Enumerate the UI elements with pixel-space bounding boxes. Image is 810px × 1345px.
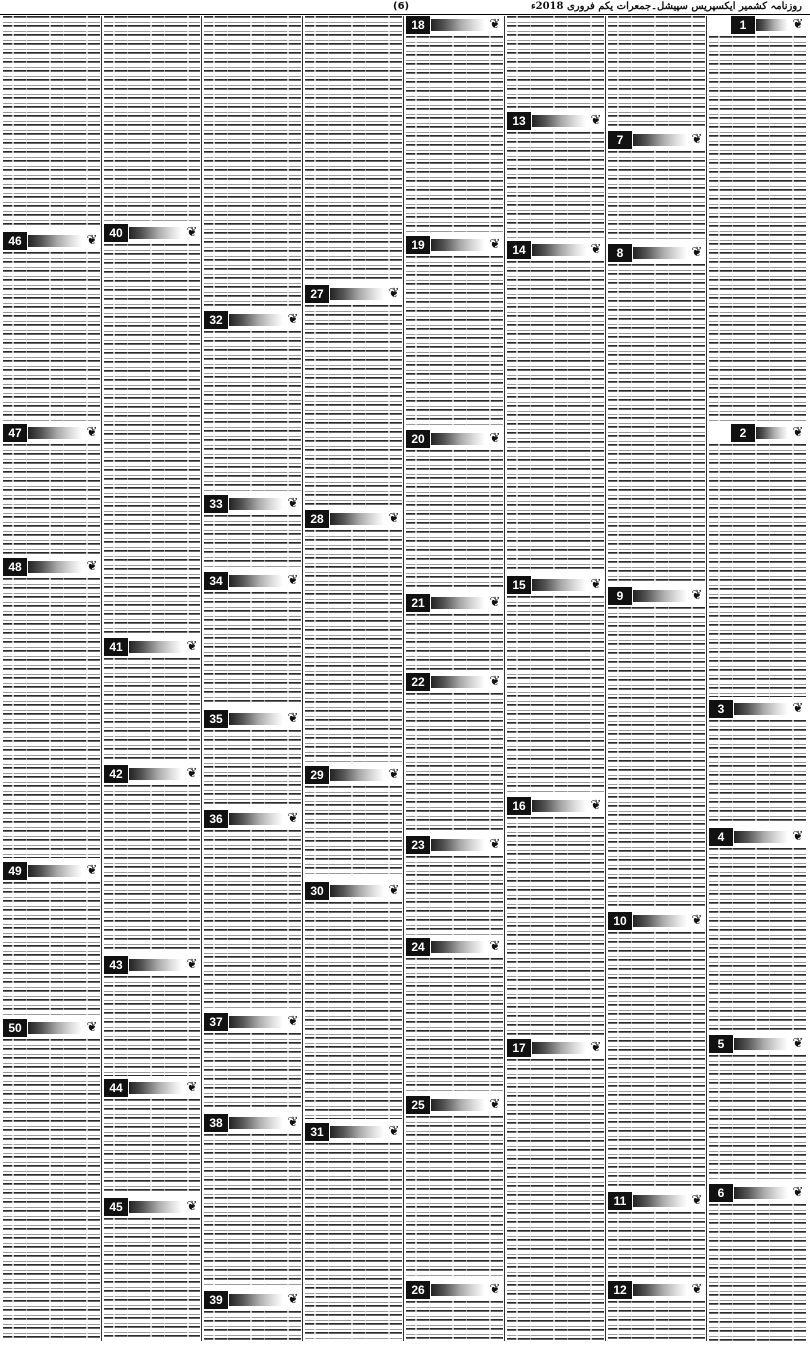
article-text (406, 693, 503, 832)
article-text (305, 902, 402, 1119)
section-number: 11 (608, 1192, 632, 1210)
article-text (608, 1212, 705, 1278)
quill-leaf-icon: ❦ (287, 1292, 299, 1307)
section-number: 17 (507, 1039, 531, 1057)
page-number: (6) (393, 1, 410, 12)
section-number: 29 (305, 766, 329, 784)
section-number: 45 (104, 1198, 128, 1216)
heading-rule (28, 865, 82, 877)
section-number: 18 (406, 16, 430, 34)
section-heading-13 (507, 112, 604, 130)
section-number: 44 (104, 1079, 128, 1097)
article-text (406, 856, 503, 936)
quill-leaf-icon: ❦ (388, 883, 400, 898)
quill-leaf-icon: ❦ (691, 913, 703, 928)
quill-leaf-icon: ❦ (792, 17, 804, 32)
article-text (104, 1099, 200, 1194)
heading-rule (28, 235, 82, 247)
article-text (406, 36, 503, 232)
article-text (3, 578, 100, 858)
section-heading-14 (507, 241, 604, 259)
quill-leaf-icon: ❦ (86, 425, 98, 440)
column-rule (706, 16, 707, 1341)
section-number: 10 (608, 912, 632, 930)
section-number: 37 (204, 1013, 228, 1031)
quill-leaf-icon: ❦ (489, 939, 501, 954)
column-3 (507, 16, 604, 1341)
quill-leaf-icon: ❦ (691, 588, 703, 603)
article-text (204, 1134, 301, 1287)
article-text (406, 256, 503, 426)
article-text (204, 331, 301, 492)
section-number: 36 (204, 810, 228, 828)
section-heading-16 (507, 797, 604, 815)
quill-leaf-icon: ❦ (287, 1014, 299, 1029)
section-number: 2 (731, 424, 755, 442)
quill-leaf-icon: ❦ (489, 1097, 501, 1112)
page-header (0, 0, 810, 15)
article-text (709, 720, 806, 823)
heading-rule (532, 800, 586, 812)
section-heading-19 (406, 236, 503, 254)
section-number: 43 (104, 956, 128, 974)
section-heading-7 (608, 131, 705, 149)
heading-rule (734, 831, 788, 843)
section-number: 41 (104, 638, 128, 656)
article-text (3, 1039, 100, 1341)
section-heading-29 (305, 766, 402, 784)
section-number: 46 (3, 232, 27, 250)
article-text (507, 132, 604, 238)
column-rule (605, 16, 606, 1341)
heading-rule (633, 1195, 687, 1207)
section-number: 34 (204, 572, 228, 590)
section-heading-31 (305, 1123, 402, 1141)
article-text (104, 976, 200, 1076)
heading-rule (431, 1284, 485, 1296)
section-heading-20 (406, 430, 503, 448)
section-heading-11 (608, 1192, 705, 1210)
section-heading-43 (104, 956, 200, 974)
article-text (305, 530, 402, 763)
quill-leaf-icon: ❦ (691, 245, 703, 260)
section-number: 49 (3, 862, 27, 880)
article-text (204, 515, 301, 568)
section-number: 3 (709, 700, 733, 718)
section-heading-3 (709, 700, 806, 718)
quill-leaf-icon: ❦ (86, 1020, 98, 1035)
article-text (406, 450, 503, 590)
section-number: 28 (305, 510, 329, 528)
section-heading-35 (204, 710, 301, 728)
section-heading-17 (507, 1039, 604, 1057)
heading-rule (633, 134, 687, 146)
article-text (709, 444, 806, 697)
heading-rule (734, 1187, 788, 1199)
heading-rule (129, 768, 182, 780)
section-heading-34 (204, 572, 301, 590)
column-8 (3, 16, 100, 1341)
article-text (204, 16, 301, 308)
heading-rule (229, 575, 283, 587)
column-1 (709, 16, 806, 1341)
section-number: 42 (104, 765, 128, 783)
section-heading-25 (406, 1096, 503, 1114)
heading-rule (633, 590, 687, 602)
heading-rule (129, 227, 182, 239)
quill-leaf-icon: ❦ (86, 863, 98, 878)
column-rule (302, 16, 303, 1341)
section-heading-10 (608, 912, 705, 930)
section-number: 12 (608, 1281, 632, 1299)
section-number: 47 (3, 424, 27, 442)
section-heading-18 (406, 16, 503, 34)
section-heading-6 (709, 1184, 806, 1202)
quill-leaf-icon: ❦ (590, 113, 602, 128)
heading-rule (431, 433, 485, 445)
article-text (104, 16, 200, 221)
quill-leaf-icon: ❦ (489, 17, 501, 32)
heading-rule (431, 597, 485, 609)
section-number: 32 (204, 311, 228, 329)
article-text (406, 1116, 503, 1278)
section-heading-49 (3, 862, 100, 880)
quill-leaf-icon: ❦ (388, 767, 400, 782)
heading-rule (129, 1082, 182, 1094)
quill-leaf-icon: ❦ (691, 132, 703, 147)
quill-leaf-icon: ❦ (186, 1199, 198, 1214)
quill-leaf-icon: ❦ (590, 242, 602, 257)
quill-leaf-icon: ❦ (792, 1036, 804, 1051)
quill-leaf-icon: ❦ (489, 237, 501, 252)
article-text (104, 785, 200, 952)
section-number: 4 (709, 828, 733, 846)
article-text (608, 16, 705, 128)
article-text (305, 1143, 402, 1341)
masthead: روزنامہ کشمیر ایکسپریس سپیشل۔جمعرات یکم فروری 2018ء (530, 1, 802, 12)
heading-rule (229, 1294, 283, 1306)
heading-rule (229, 813, 283, 825)
article-text (709, 1055, 806, 1181)
heading-rule (330, 513, 384, 525)
heading-rule (330, 769, 384, 781)
section-number: 35 (204, 710, 228, 728)
column-rule (101, 16, 102, 1341)
column-rule (504, 16, 505, 1341)
section-number: 6 (709, 1184, 733, 1202)
article-text (507, 261, 604, 572)
article-text (709, 848, 806, 1032)
quill-leaf-icon: ❦ (489, 431, 501, 446)
heading-rule (330, 288, 384, 300)
article-text (3, 16, 100, 228)
quill-leaf-icon: ❦ (388, 286, 400, 301)
section-heading-45 (104, 1198, 200, 1216)
quill-leaf-icon: ❦ (388, 511, 400, 526)
section-heading-28 (305, 510, 402, 528)
heading-rule (28, 561, 82, 573)
quill-leaf-icon: ❦ (691, 1282, 703, 1297)
quill-leaf-icon: ❦ (186, 225, 198, 240)
section-number: 26 (406, 1281, 430, 1299)
section-heading-1 (709, 16, 806, 34)
quill-leaf-icon: ❦ (590, 577, 602, 592)
heading-rule (229, 1117, 283, 1129)
article-text (204, 1311, 301, 1341)
heading-rule (756, 427, 788, 439)
heading-rule (633, 1284, 687, 1296)
section-heading-36 (204, 810, 301, 828)
section-number: 21 (406, 594, 430, 612)
heading-rule (431, 239, 485, 251)
article-text (507, 16, 604, 109)
heading-rule (431, 941, 485, 953)
quill-leaf-icon: ❦ (590, 798, 602, 813)
article-text (305, 16, 402, 282)
section-number: 27 (305, 285, 329, 303)
section-number: 19 (406, 236, 430, 254)
heading-rule (532, 115, 586, 127)
article-text (406, 1301, 503, 1341)
quill-leaf-icon: ❦ (86, 559, 98, 574)
quill-leaf-icon: ❦ (489, 674, 501, 689)
section-heading-27 (305, 285, 402, 303)
quill-leaf-icon: ❦ (489, 595, 501, 610)
section-number: 14 (507, 241, 531, 259)
heading-rule (532, 244, 586, 256)
heading-rule (633, 915, 687, 927)
section-heading-41 (104, 638, 200, 656)
section-heading-33 (204, 495, 301, 513)
section-heading-24 (406, 938, 503, 956)
heading-rule (129, 959, 182, 971)
section-number: 16 (507, 797, 531, 815)
article-text (104, 658, 200, 762)
heading-rule (330, 885, 384, 897)
section-number: 13 (507, 112, 531, 130)
section-heading-48 (3, 558, 100, 576)
quill-leaf-icon: ❦ (287, 711, 299, 726)
heading-rule (229, 713, 283, 725)
section-heading-15 (507, 576, 604, 594)
quill-leaf-icon: ❦ (489, 1282, 501, 1297)
section-number: 23 (406, 836, 430, 854)
heading-rule (734, 1038, 788, 1050)
article-text (608, 151, 705, 240)
heading-rule (532, 579, 586, 591)
article-text (204, 592, 301, 706)
section-heading-42 (104, 765, 200, 783)
heading-rule (431, 1099, 485, 1111)
section-heading-4 (709, 828, 806, 846)
heading-rule (229, 1016, 283, 1028)
article-text (406, 958, 503, 1093)
section-number: 25 (406, 1096, 430, 1114)
heading-rule (734, 703, 788, 715)
section-heading-37 (204, 1013, 301, 1031)
quill-leaf-icon: ❦ (186, 1080, 198, 1095)
article-text (204, 730, 301, 806)
section-heading-38 (204, 1114, 301, 1132)
article-text (608, 264, 705, 584)
section-heading-8 (608, 244, 705, 262)
quill-leaf-icon: ❦ (792, 829, 804, 844)
quill-leaf-icon: ❦ (287, 496, 299, 511)
article-text (204, 1033, 301, 1110)
quill-leaf-icon: ❦ (792, 1185, 804, 1200)
section-heading-5 (709, 1035, 806, 1053)
section-number: 20 (406, 430, 430, 448)
heading-rule (431, 676, 485, 688)
quill-leaf-icon: ❦ (388, 1124, 400, 1139)
section-heading-30 (305, 882, 402, 900)
section-number: 33 (204, 495, 228, 513)
heading-rule (330, 1126, 384, 1138)
article-text (305, 305, 402, 506)
quill-leaf-icon: ❦ (287, 573, 299, 588)
article-text (507, 596, 604, 794)
quill-leaf-icon: ❦ (792, 425, 804, 440)
section-heading-9 (608, 587, 705, 605)
section-heading-23 (406, 836, 503, 854)
article-text (406, 614, 503, 670)
heading-rule (229, 498, 283, 510)
heading-rule (431, 839, 485, 851)
section-heading-22 (406, 673, 503, 691)
article-text (3, 882, 100, 1016)
section-number: 22 (406, 673, 430, 691)
section-number: 8 (608, 244, 632, 262)
article-text (305, 786, 402, 876)
column-6 (204, 16, 301, 1341)
section-number: 9 (608, 587, 632, 605)
article-text (3, 252, 100, 421)
article-text (104, 1218, 200, 1341)
article-text (104, 244, 200, 636)
article-text (608, 932, 705, 1188)
quill-leaf-icon: ❦ (691, 1193, 703, 1208)
quill-leaf-icon: ❦ (186, 957, 198, 972)
article-text (608, 607, 705, 907)
heading-rule (431, 19, 485, 31)
heading-rule (229, 314, 283, 326)
quill-leaf-icon: ❦ (590, 1040, 602, 1055)
section-heading-50 (3, 1019, 100, 1037)
section-heading-44 (104, 1079, 200, 1097)
article-text (709, 36, 806, 421)
column-4 (406, 16, 503, 1341)
column-rule (201, 16, 202, 1341)
section-number: 7 (608, 131, 632, 149)
section-number: 24 (406, 938, 430, 956)
quill-leaf-icon: ❦ (287, 811, 299, 826)
heading-rule (532, 1042, 586, 1054)
section-heading-40 (104, 224, 200, 242)
section-number: 1 (731, 16, 755, 34)
column-rule (403, 16, 404, 1341)
heading-rule (756, 19, 788, 31)
article-text (709, 1204, 806, 1341)
section-number: 15 (507, 576, 531, 594)
section-number: 39 (204, 1291, 228, 1309)
section-number: 50 (3, 1019, 27, 1037)
section-heading-26 (406, 1281, 503, 1299)
quill-leaf-icon: ❦ (792, 701, 804, 716)
heading-rule (633, 247, 687, 259)
quill-leaf-icon: ❦ (186, 766, 198, 781)
section-heading-46 (3, 232, 100, 250)
heading-rule (129, 641, 182, 653)
section-number: 30 (305, 882, 329, 900)
article-text (507, 817, 604, 1035)
section-heading-47 (3, 424, 100, 442)
quill-leaf-icon: ❦ (287, 312, 299, 327)
heading-rule (129, 1201, 182, 1213)
section-number: 5 (709, 1035, 733, 1053)
section-heading-2 (709, 424, 806, 442)
section-heading-32 (204, 311, 301, 329)
column-2 (608, 16, 705, 1341)
article-text (204, 830, 301, 1010)
column-5 (305, 16, 402, 1341)
article-text (507, 1059, 604, 1341)
section-heading-12 (608, 1281, 705, 1299)
quill-leaf-icon: ❦ (86, 233, 98, 248)
heading-rule (28, 427, 82, 439)
section-number: 31 (305, 1123, 329, 1141)
column-7 (104, 16, 200, 1341)
quill-leaf-icon: ❦ (287, 1115, 299, 1130)
article-text (608, 1301, 705, 1341)
section-number: 38 (204, 1114, 228, 1132)
heading-rule (28, 1022, 82, 1034)
article-text (3, 444, 100, 554)
section-heading-21 (406, 594, 503, 612)
quill-leaf-icon: ❦ (186, 639, 198, 654)
section-number: 48 (3, 558, 27, 576)
section-number: 40 (104, 224, 128, 242)
quill-leaf-icon: ❦ (489, 837, 501, 852)
section-heading-39 (204, 1291, 301, 1309)
